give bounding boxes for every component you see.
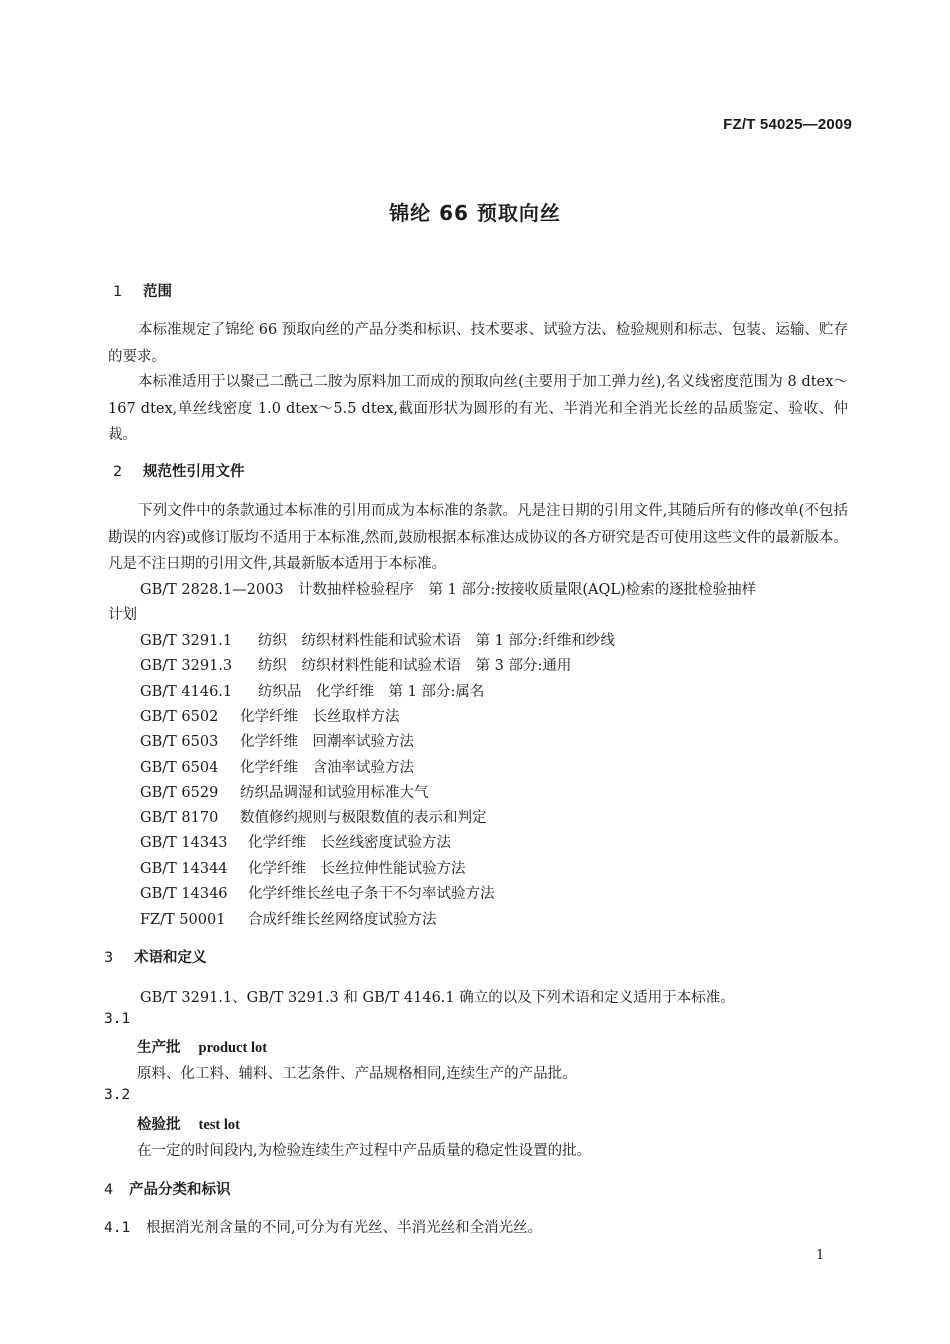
section-title: 规范性引用文件	[143, 464, 245, 480]
section-title: 范围	[143, 284, 172, 300]
reference-title: 化学纤维 回潮率试验方法	[240, 734, 414, 750]
reference-code: GB/T 6504	[140, 760, 219, 776]
reference-title: 纺织 纺织材料性能和试验术语 第 3 部分:通用	[258, 658, 572, 674]
reference-code: GB/T 6502	[140, 709, 219, 725]
term-definition: 原料、化工料、辅料、工艺条件、产品规格相同,连续生产的产品批。	[137, 1066, 577, 1082]
reference-gbt-2828-line-1: GB/T 2828.1—2003 计数抽样检验程序 第 1 部分:按接收质量限(AQL)检索的逐批检验抽样	[140, 582, 757, 598]
term-definition: 在一定的时间段内,为检验连续生产过程中产品质量的稳定性设置的批。	[137, 1143, 592, 1159]
term-english: test lot	[198, 1117, 240, 1133]
reference-title: 纺织品调湿和试验用标准大气	[240, 785, 429, 801]
section-1-paragraph-1: 本标准规定了锦纶 66 预取向丝的产品分类和标识、技术要求、试验方法、检验规则和标志、包装、运输、贮存的要求。	[108, 322, 848, 365]
reference-code: GB/T 6503	[140, 734, 219, 750]
section-3-paragraph: GB/T 3291.1、GB/T 3291.3 和 GB/T 4146.1 确立的以及下列术语和定义适用于本标准。	[140, 990, 735, 1006]
reference-item	[140, 781, 429, 802]
section-number: 1	[113, 284, 123, 300]
reference-gbt-2828-line-2: 计划	[108, 607, 137, 623]
reference-title: 纺织 纺织材料性能和试验术语 第 1 部分:纤维和纱线	[258, 633, 615, 649]
document-title: 锦纶 66 预取向丝	[389, 201, 561, 225]
reference-item	[140, 908, 437, 929]
term-chinese: 生产批	[137, 1040, 181, 1056]
reference-item	[140, 831, 451, 852]
reference-item	[140, 730, 414, 751]
reference-code: FZ/T 50001	[140, 912, 226, 928]
section-number: 3	[104, 950, 114, 966]
section-1-heading	[113, 280, 172, 301]
reference-code: GB/T 14346	[140, 886, 228, 902]
clause-4-1	[104, 1216, 542, 1237]
reference-code: GB/T 8170	[140, 810, 219, 826]
reference-title: 化学纤维 含油率试验方法	[240, 760, 414, 776]
reference-code: GB/T 14344	[140, 861, 228, 877]
section-2-heading	[113, 460, 245, 481]
reference-item	[140, 629, 615, 650]
reference-item	[140, 654, 571, 675]
reference-item	[140, 680, 484, 701]
reference-title: 化学纤维长丝电子条干不匀率试验方法	[248, 886, 495, 902]
document-number: FZ/T 54025—2009	[723, 116, 852, 133]
clause-number: 3.1	[104, 1011, 131, 1027]
section-1-paragraph-2: 本标准适用于以聚己二酰己二胺为原料加工而成的预取向丝(主要用于加工弹力丝),名义线密度范围为 8 dtex～167 dtex,单丝线密度 1.0 dtex～5.5 dtex,截面形状为圆形的有光、半消光和全消光长丝的品质鉴定、验收、仲裁。	[108, 374, 848, 443]
section-title: 术语和定义	[134, 950, 207, 966]
reference-code: GB/T 3291.1	[140, 633, 233, 649]
reference-code: GB/T 14343	[140, 835, 228, 851]
term-chinese: 检验批	[137, 1117, 181, 1133]
reference-code: GB/T 6529	[140, 785, 219, 801]
reference-item	[140, 756, 414, 777]
section-number: 2	[113, 464, 123, 480]
section-4-heading	[104, 1178, 231, 1199]
section-title: 产品分类和标识	[129, 1182, 231, 1198]
section-3-heading	[104, 946, 207, 967]
reference-title: 化学纤维 长丝取样方法	[240, 709, 400, 725]
reference-item	[140, 857, 466, 878]
clause-text: 根据消光剂含量的不同,可分为有光丝、半消光丝和全消光丝。	[146, 1220, 543, 1236]
reference-title: 纺织品 化学纤维 第 1 部分:属名	[258, 684, 485, 700]
term-heading	[137, 1113, 240, 1134]
reference-title: 化学纤维 长丝拉伸性能试验方法	[248, 861, 466, 877]
clause-number: 3.2	[104, 1087, 131, 1103]
reference-code: GB/T 3291.3	[140, 658, 233, 674]
reference-item	[140, 705, 400, 726]
term-heading	[137, 1036, 267, 1057]
reference-title: 数值修约规则与极限数值的表示和判定	[240, 810, 487, 826]
term-english: product lot	[198, 1040, 268, 1056]
reference-title: 化学纤维 长丝线密度试验方法	[248, 835, 451, 851]
section-2-paragraph: 下列文件中的条款通过本标准的引用而成为本标准的条款。凡是注日期的引用文件,其随后所有的修改单(不包括勘误的内容)或修订版均不适用于本标准,然而,鼓励根据本标准达成协议的各方研究是否可使用这些文件的最新版本。凡是不注日期的引用文件,其最新版本适用于本标准。	[108, 503, 848, 572]
reference-code: GB/T 4146.1	[140, 684, 233, 700]
section-number: 4	[104, 1182, 114, 1198]
reference-item	[140, 882, 495, 903]
reference-title: 合成纤维长丝网络度试验方法	[248, 912, 437, 928]
clause-number: 4.1	[104, 1220, 131, 1236]
page-number: 1	[816, 1248, 825, 1263]
reference-item	[140, 806, 487, 827]
